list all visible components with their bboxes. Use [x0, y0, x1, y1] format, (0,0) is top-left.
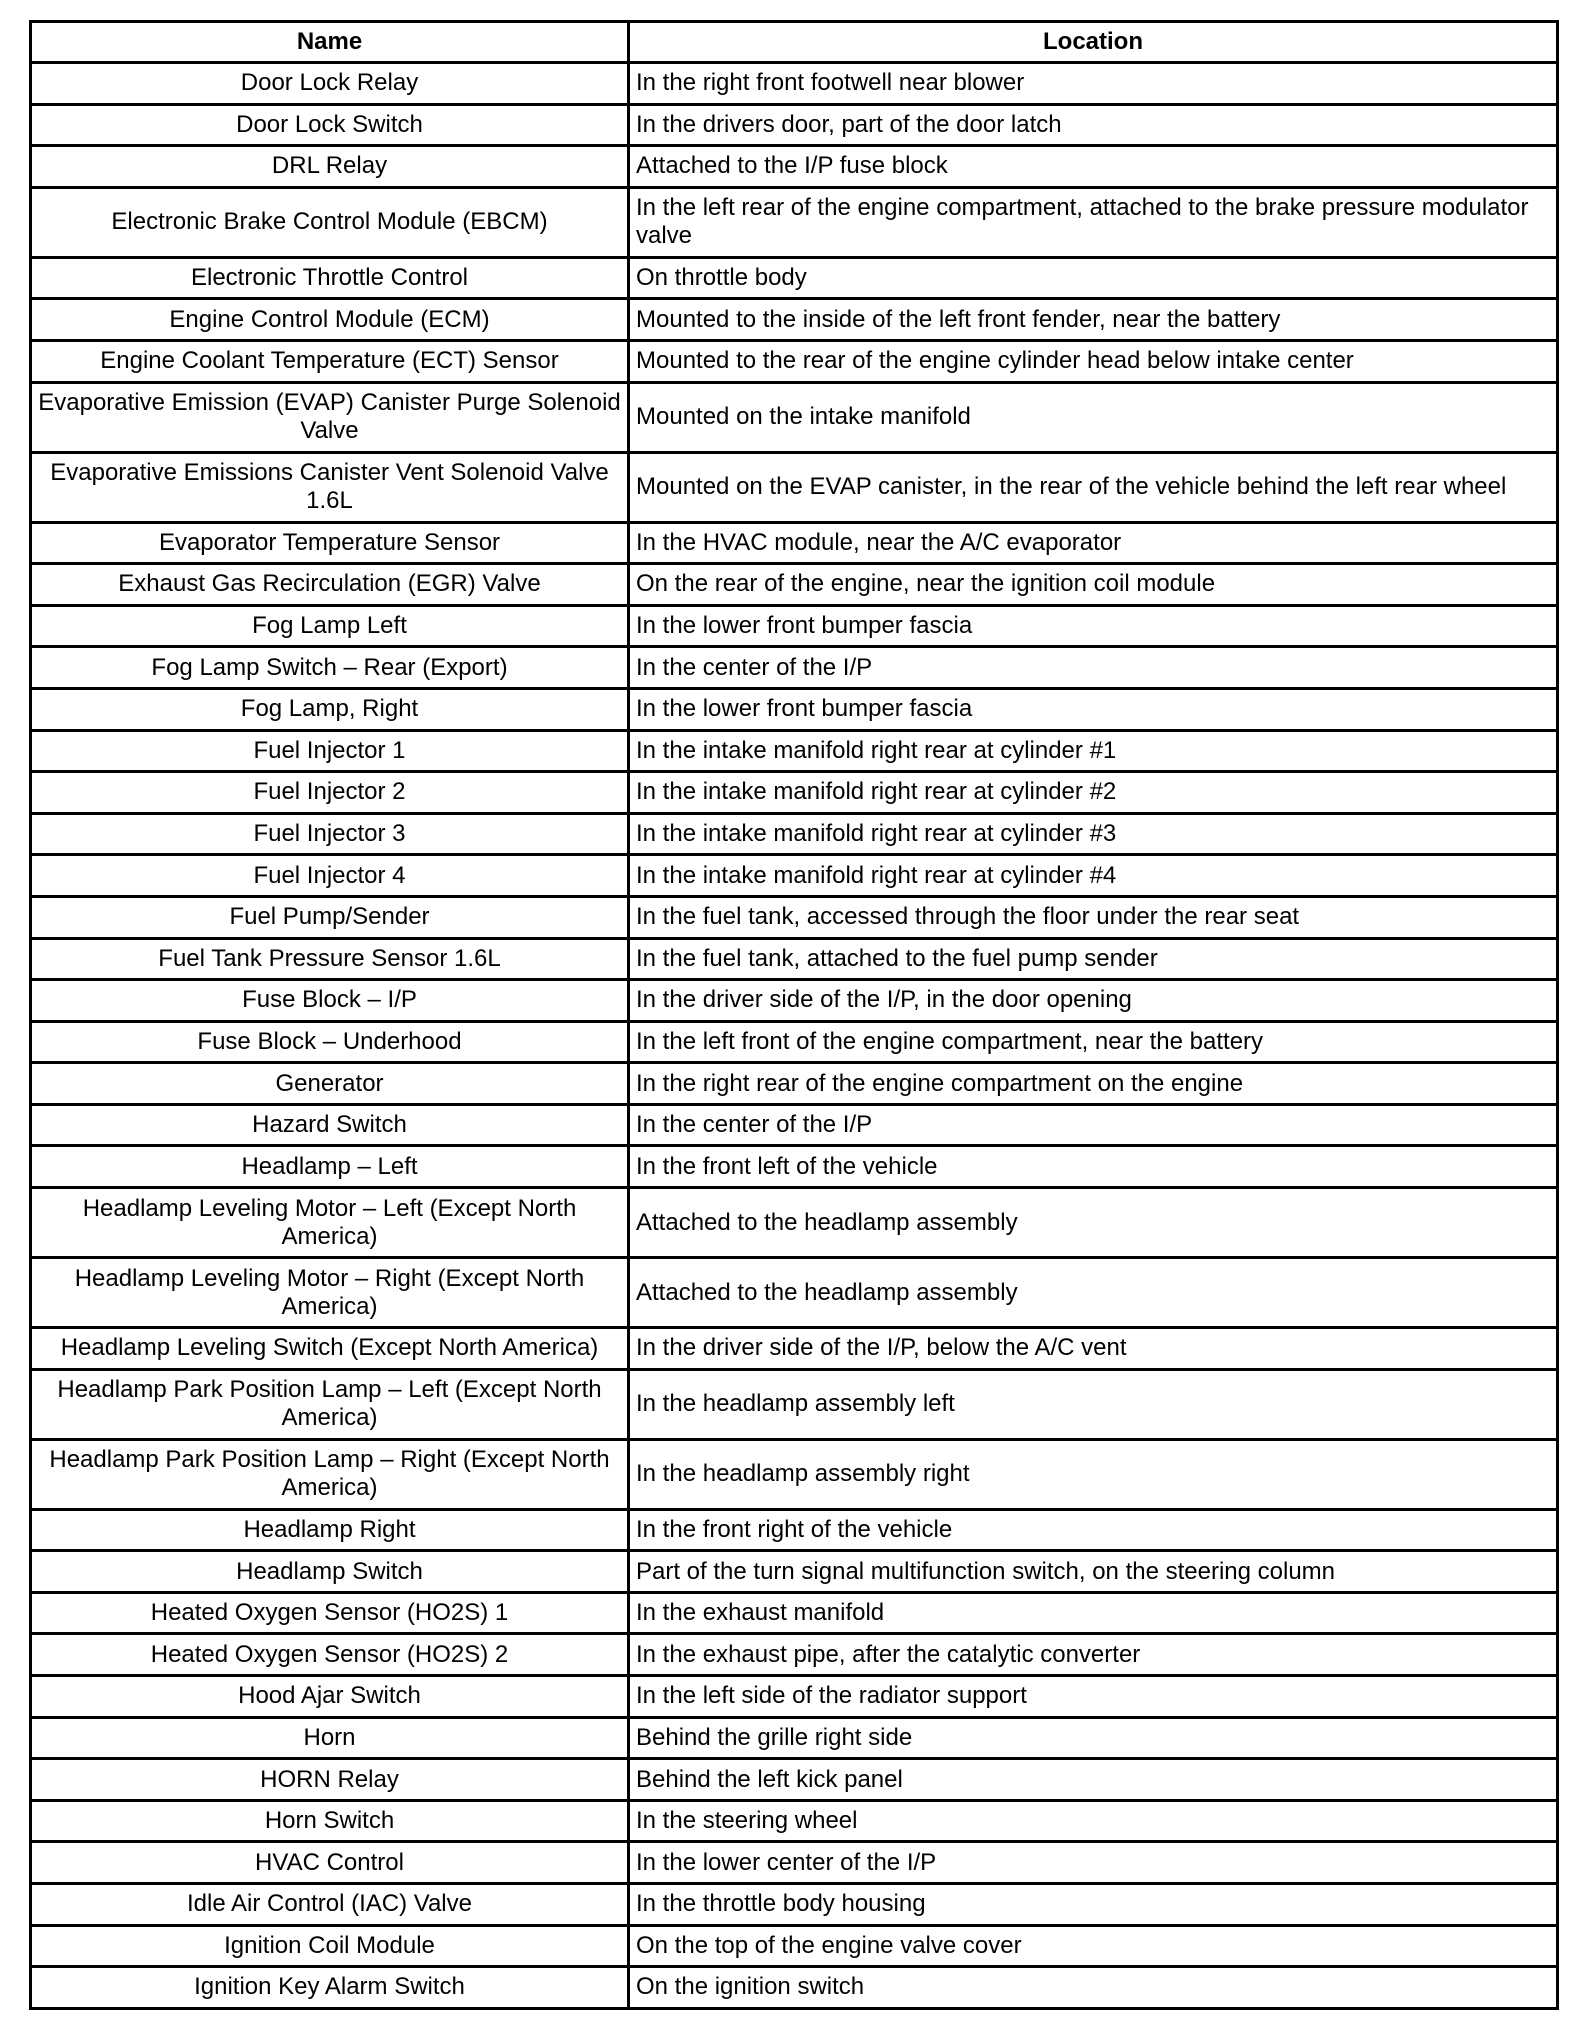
component-location: In the right front footwell near blower	[629, 63, 1558, 105]
table-row	[31, 1592, 1558, 1634]
component-location: In the lower front bumper fascia	[629, 605, 1558, 647]
table-row	[31, 1925, 1558, 1967]
component-location: Mounted on the EVAP canister, in the rear of the vehicle behind the left rear wheel	[629, 452, 1558, 522]
table-row	[31, 1800, 1558, 1842]
component-name: Fuel Tank Pressure Sensor 1.6L	[31, 938, 629, 980]
component-location: Behind the left kick panel	[629, 1759, 1558, 1801]
table-row	[31, 605, 1558, 647]
table-header-row	[31, 22, 1558, 63]
table-row	[31, 63, 1558, 105]
component-name: Headlamp Leveling Motor – Right (Except North America)	[31, 1258, 629, 1328]
table-body	[31, 63, 1558, 2009]
component-name: Engine Coolant Temperature (ECT) Sensor	[31, 340, 629, 382]
component-name: Headlamp Switch	[31, 1551, 629, 1593]
component-location: On the rear of the engine, near the ignition coil module	[629, 564, 1558, 606]
component-name: Headlamp Park Position Lamp – Left (Except North America)	[31, 1369, 629, 1439]
table-row	[31, 104, 1558, 146]
table-row	[31, 1634, 1558, 1676]
column-header-location: Location	[629, 22, 1558, 63]
table-row	[31, 1258, 1558, 1328]
component-name: Heated Oxygen Sensor (HO2S) 1	[31, 1592, 629, 1634]
component-location: In the fuel tank, accessed through the floor under the rear seat	[629, 896, 1558, 938]
component-name: Idle Air Control (IAC) Valve	[31, 1884, 629, 1926]
table-row	[31, 980, 1558, 1022]
table-row	[31, 647, 1558, 689]
component-name: Fuel Injector 3	[31, 813, 629, 855]
component-name: Door Lock Switch	[31, 104, 629, 146]
component-location: On the ignition switch	[629, 1967, 1558, 2009]
table-row	[31, 452, 1558, 522]
component-location: In the HVAC module, near the A/C evaporator	[629, 522, 1558, 564]
component-name: Heated Oxygen Sensor (HO2S) 2	[31, 1634, 629, 1676]
component-name: Ignition Key Alarm Switch	[31, 1967, 629, 2009]
table-row	[31, 1146, 1558, 1188]
component-name: Fuse Block – I/P	[31, 980, 629, 1022]
table-row	[31, 1021, 1558, 1063]
column-header-name: Name	[31, 22, 629, 63]
component-location: Attached to the headlamp assembly	[629, 1188, 1558, 1258]
component-location: Attached to the I/P fuse block	[629, 146, 1558, 188]
component-name: Hood Ajar Switch	[31, 1676, 629, 1718]
component-name: Generator	[31, 1063, 629, 1105]
component-location: In the front right of the vehicle	[629, 1509, 1558, 1551]
table-row	[31, 1188, 1558, 1258]
component-location-table	[29, 20, 1559, 2010]
component-location: In the drivers door, part of the door latch	[629, 104, 1558, 146]
table-row	[31, 938, 1558, 980]
component-location: On throttle body	[629, 257, 1558, 299]
component-name: Headlamp Leveling Switch (Except North America)	[31, 1328, 629, 1370]
component-name: Electronic Throttle Control	[31, 257, 629, 299]
component-name: Fuel Injector 1	[31, 730, 629, 772]
table-row	[31, 1439, 1558, 1509]
component-name: HVAC Control	[31, 1842, 629, 1884]
component-location: In the intake manifold right rear at cylinder #1	[629, 730, 1558, 772]
table-row	[31, 340, 1558, 382]
table-row	[31, 1676, 1558, 1718]
component-name: Horn	[31, 1717, 629, 1759]
table-row	[31, 382, 1558, 452]
table-row	[31, 1967, 1558, 2009]
table-row	[31, 1717, 1558, 1759]
component-location: In the headlamp assembly left	[629, 1369, 1558, 1439]
component-location: In the intake manifold right rear at cylinder #2	[629, 772, 1558, 814]
component-location: In the left front of the engine compartment, near the battery	[629, 1021, 1558, 1063]
component-name: Fog Lamp, Right	[31, 688, 629, 730]
component-location: Mounted to the rear of the engine cylinder head below intake center	[629, 340, 1558, 382]
table-row	[31, 257, 1558, 299]
component-location: In the steering wheel	[629, 1800, 1558, 1842]
component-location: In the left side of the radiator support	[629, 1676, 1558, 1718]
table-row	[31, 1063, 1558, 1105]
table-row	[31, 1842, 1558, 1884]
component-location: In the exhaust pipe, after the catalytic converter	[629, 1634, 1558, 1676]
component-location: In the right rear of the engine compartment on the engine	[629, 1063, 1558, 1105]
component-name: DRL Relay	[31, 146, 629, 188]
table-row	[31, 813, 1558, 855]
table-row	[31, 1369, 1558, 1439]
component-name: Horn Switch	[31, 1800, 629, 1842]
component-location: In the driver side of the I/P, below the A/C vent	[629, 1328, 1558, 1370]
component-location: In the throttle body housing	[629, 1884, 1558, 1926]
table-row	[31, 1509, 1558, 1551]
component-name: Evaporative Emission (EVAP) Canister Purge Solenoid Valve	[31, 382, 629, 452]
component-location: Part of the turn signal multifunction switch, on the steering column	[629, 1551, 1558, 1593]
table-row	[31, 187, 1558, 257]
component-name: Fog Lamp Switch – Rear (Export)	[31, 647, 629, 689]
component-location: Behind the grille right side	[629, 1717, 1558, 1759]
component-name: Evaporative Emissions Canister Vent Solenoid Valve 1.6L	[31, 452, 629, 522]
component-name: Fuse Block – Underhood	[31, 1021, 629, 1063]
table-row	[31, 522, 1558, 564]
table-row	[31, 855, 1558, 897]
table-row	[31, 730, 1558, 772]
component-location: In the left rear of the engine compartment, attached to the brake pressure modulator valve	[629, 187, 1558, 257]
component-name: Hazard Switch	[31, 1104, 629, 1146]
component-location: In the front left of the vehicle	[629, 1146, 1558, 1188]
component-name: Headlamp Park Position Lamp – Right (Except North America)	[31, 1439, 629, 1509]
component-name: Headlamp Leveling Motor – Left (Except North America)	[31, 1188, 629, 1258]
component-name: Ignition Coil Module	[31, 1925, 629, 1967]
component-name: Fuel Pump/Sender	[31, 896, 629, 938]
component-name: Headlamp – Left	[31, 1146, 629, 1188]
component-location: Mounted to the inside of the left front fender, near the battery	[629, 299, 1558, 341]
component-name: Headlamp Right	[31, 1509, 629, 1551]
table-row	[31, 146, 1558, 188]
table-row	[31, 688, 1558, 730]
table-row	[31, 1884, 1558, 1926]
component-location: In the center of the I/P	[629, 1104, 1558, 1146]
component-name: Exhaust Gas Recirculation (EGR) Valve	[31, 564, 629, 606]
component-location: In the intake manifold right rear at cylinder #3	[629, 813, 1558, 855]
component-location: Attached to the headlamp assembly	[629, 1258, 1558, 1328]
component-location-table-container	[29, 20, 1556, 2010]
component-location: In the center of the I/P	[629, 647, 1558, 689]
component-location: Mounted on the intake manifold	[629, 382, 1558, 452]
table-row	[31, 1759, 1558, 1801]
table-row	[31, 1551, 1558, 1593]
component-name: HORN Relay	[31, 1759, 629, 1801]
component-location: In the intake manifold right rear at cylinder #4	[629, 855, 1558, 897]
component-location: On the top of the engine valve cover	[629, 1925, 1558, 1967]
component-location: In the lower center of the I/P	[629, 1842, 1558, 1884]
component-location: In the driver side of the I/P, in the door opening	[629, 980, 1558, 1022]
component-name: Evaporator Temperature Sensor	[31, 522, 629, 564]
table-row	[31, 1104, 1558, 1146]
component-name: Fuel Injector 4	[31, 855, 629, 897]
table-row	[31, 1328, 1558, 1370]
component-location: In the exhaust manifold	[629, 1592, 1558, 1634]
component-name: Door Lock Relay	[31, 63, 629, 105]
component-location: In the fuel tank, attached to the fuel pump sender	[629, 938, 1558, 980]
table-row	[31, 896, 1558, 938]
component-name: Fog Lamp Left	[31, 605, 629, 647]
component-name: Fuel Injector 2	[31, 772, 629, 814]
component-name: Engine Control Module (ECM)	[31, 299, 629, 341]
component-location: In the lower front bumper fascia	[629, 688, 1558, 730]
table-row	[31, 299, 1558, 341]
table-row	[31, 772, 1558, 814]
component-name: Electronic Brake Control Module (EBCM)	[31, 187, 629, 257]
component-location: In the headlamp assembly right	[629, 1439, 1558, 1509]
table-row	[31, 564, 1558, 606]
